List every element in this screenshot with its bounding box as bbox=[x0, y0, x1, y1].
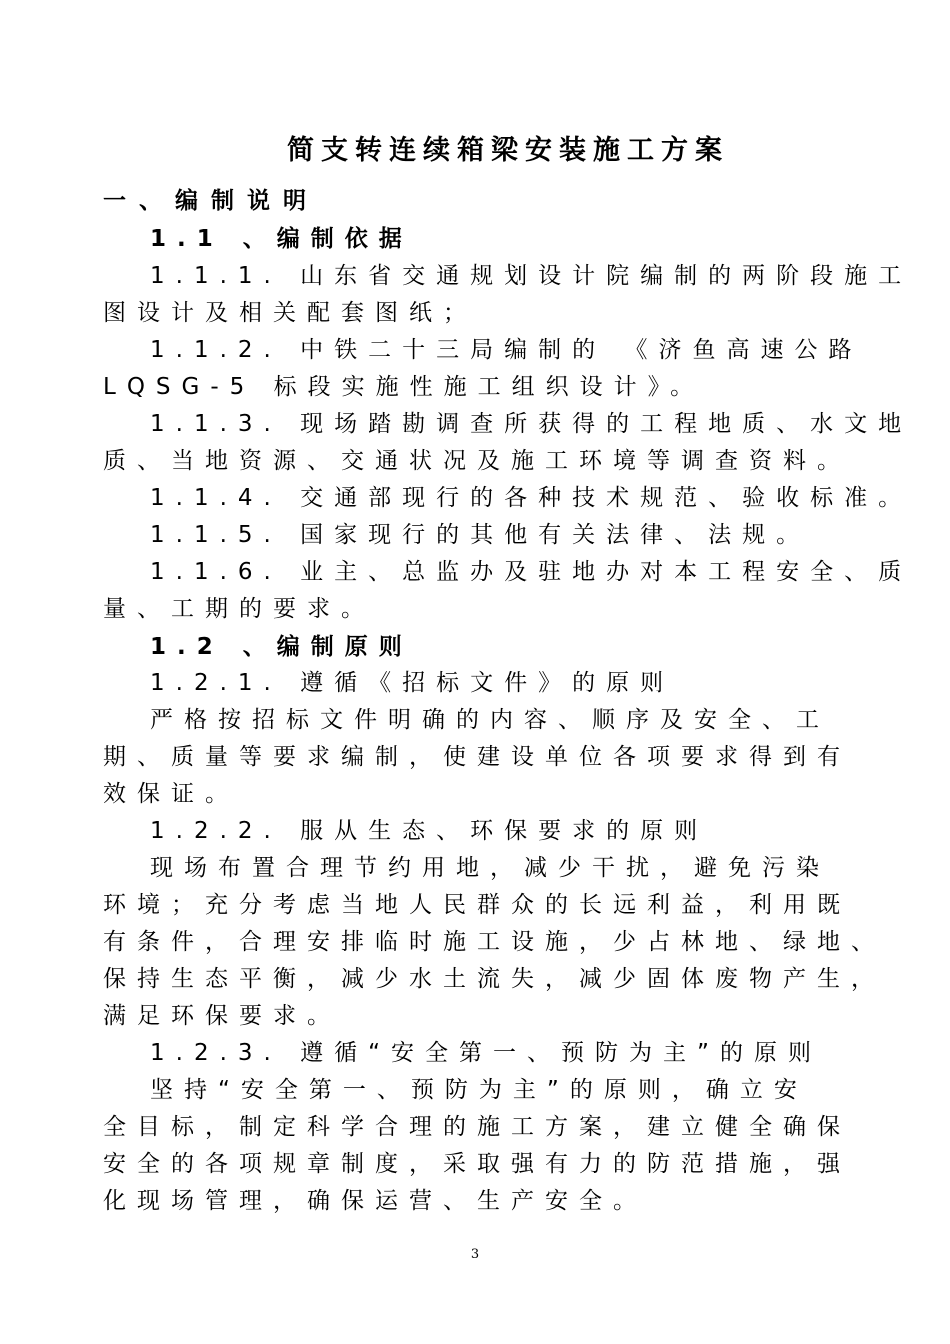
section-heading: 一、编制说明 bbox=[103, 188, 319, 214]
paragraph-line: 1.2.1. 遵循《招标文件》的原则 bbox=[150, 670, 675, 696]
paragraph-line: 期、质量等要求编制，使建设单位各项要求得到有 bbox=[103, 744, 851, 770]
paragraph-line: 保持生态平衡，减少水土流失，减少固体废物产生， bbox=[103, 966, 885, 992]
paragraph-line: 坚持“安全第一、预防为主”的原则，确立安 bbox=[150, 1077, 808, 1103]
paragraph-line: 化现场管理，确保运营、生产安全。 bbox=[103, 1188, 647, 1214]
paragraph-line: 1.2.2. 服从生态、环保要求的原则 bbox=[150, 818, 709, 844]
paragraph-line: 1.1.6. 业主、总监办及驻地办对本工程安全、质 bbox=[150, 559, 913, 585]
subsection-heading: 1.2 、编制原则 bbox=[150, 634, 413, 660]
paragraph-line: 满足环保要求。 bbox=[103, 1003, 341, 1029]
page-number: 3 bbox=[470, 1247, 480, 1262]
subsection-heading: 1.1 、编制依据 bbox=[150, 226, 413, 252]
paragraph-line: 1.1.1. 山东省交通规划设计院编制的两阶段施工 bbox=[150, 263, 913, 289]
paragraph-line: 1.1.4. 交通部现行的各种技术规范、验收标准。 bbox=[150, 485, 913, 511]
paragraph-line: 1.1.2. 中铁二十三局编制的 《济鱼高速公路 bbox=[150, 337, 863, 363]
paragraph-line: 质、当地资源、交通状况及施工环境等调查资料。 bbox=[103, 448, 851, 474]
paragraph-line: 全目标，制定科学合理的施工方案，建立健全确保 bbox=[103, 1114, 851, 1140]
paragraph-line: 量、工期的要求。 bbox=[103, 596, 375, 622]
document-title: 简支转连续箱梁安装施工方案 bbox=[287, 135, 729, 166]
paragraph-line: 1.1.5. 国家现行的其他有关法律、法规。 bbox=[150, 522, 811, 548]
paragraph-line: 1.1.3. 现场踏勘调查所获得的工程地质、水文地 bbox=[150, 411, 913, 437]
paragraph-line: 效保证。 bbox=[103, 781, 239, 807]
paragraph-line: 现场布置合理节约用地，减少干扰，避免污染 bbox=[150, 855, 830, 881]
paragraph-line: 图设计及相关配套图纸； bbox=[103, 300, 477, 326]
paragraph-line: 环境；充分考虑当地人民群众的长远利益，利用既 bbox=[103, 892, 851, 918]
paragraph-line: 安全的各项规章制度，采取强有力的防范措施，强 bbox=[103, 1151, 851, 1177]
paragraph-line: 1.2.3. 遵循“安全第一、预防为主”的原则 bbox=[150, 1040, 822, 1066]
paragraph-line: LQSG-5 标段实施性施工组织设计》。 bbox=[103, 374, 705, 400]
paragraph-line: 有条件，合理安排临时施工设施，少占林地、绿地、 bbox=[103, 929, 885, 955]
paragraph-line: 严格按招标文件明确的内容、顺序及安全、工 bbox=[150, 707, 830, 733]
